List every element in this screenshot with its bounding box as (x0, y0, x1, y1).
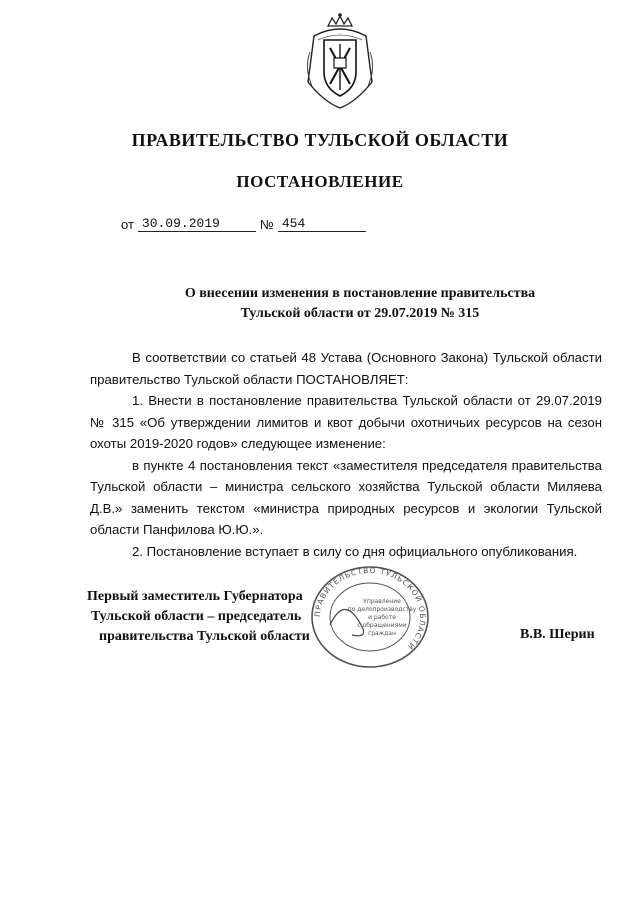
coat-of-arms-icon (300, 12, 380, 112)
body-paragraph-4: 2. Постановление вступает в силу со дня официального опубликования. (132, 543, 578, 559)
government-title: ПРАВИТЕЛЬСТВО ТУЛЬСКОЙ ОБЛАСТИ (131, 130, 509, 150)
document-date: 30.09.2019 (138, 216, 256, 232)
position-line-1: Первый заместитель Губернатора (87, 589, 303, 604)
document-number: 454 (278, 216, 366, 232)
stamp-inner-line-4: с обращениями (357, 622, 407, 629)
position-line-3: правительства Тульской области (99, 629, 310, 644)
stamp-inner-line-5: граждан (368, 630, 396, 637)
signatory-name: В.В. Шерин (520, 627, 595, 642)
body-paragraph-2: 1. Внести в постановление правительства Тульской области от 29.07.2019 № 315 «Об утверждении лимитов и квот добычи охотничьих ресурсов на сезон охоты 2019-2020 годов» следующее изменение: (90, 393, 602, 451)
date-number-line (121, 216, 366, 232)
official-stamp-icon (300, 565, 440, 670)
document-subject (100, 284, 620, 324)
number-label: № (259, 217, 274, 232)
position-line-2: Тульской области – председатель (91, 609, 302, 624)
signatory-position (87, 587, 310, 647)
stamp-inner-line-1: Управление (363, 598, 401, 605)
stamp-ring-text: ПРАВИТЕЛЬСТВО ТУЛЬСКОЙ ОБЛАСТИ (312, 565, 428, 652)
body-paragraph-3: в пункте 4 постановления текст «заместителя председателя правительства Тульской области – министра сельского хозяйства Тульской области Миляева Д.В.» заменить текстом «министра природных ресурсов и экологии Тульской области Панфилова Ю.Ю.». (90, 457, 602, 537)
stamp-inner-line-3: и работе (368, 614, 396, 621)
date-label: от (121, 217, 134, 232)
body-paragraph-1: В соответствии со статьей 48 Устава (Основного Закона) Тульской области правительство Тульской области ПОСТАНОВЛЯЕТ: (90, 350, 602, 387)
document-body (90, 347, 602, 562)
subject-line-1: О внесении изменения в постановление правительства (184, 286, 536, 301)
stamp-inner-line-2: по делопроизводству (347, 606, 417, 613)
subject-line-2: Тульской области от 29.07.2019 № 315 (240, 306, 480, 321)
document-type: ПОСТАНОВЛЕНИЕ (236, 172, 404, 191)
